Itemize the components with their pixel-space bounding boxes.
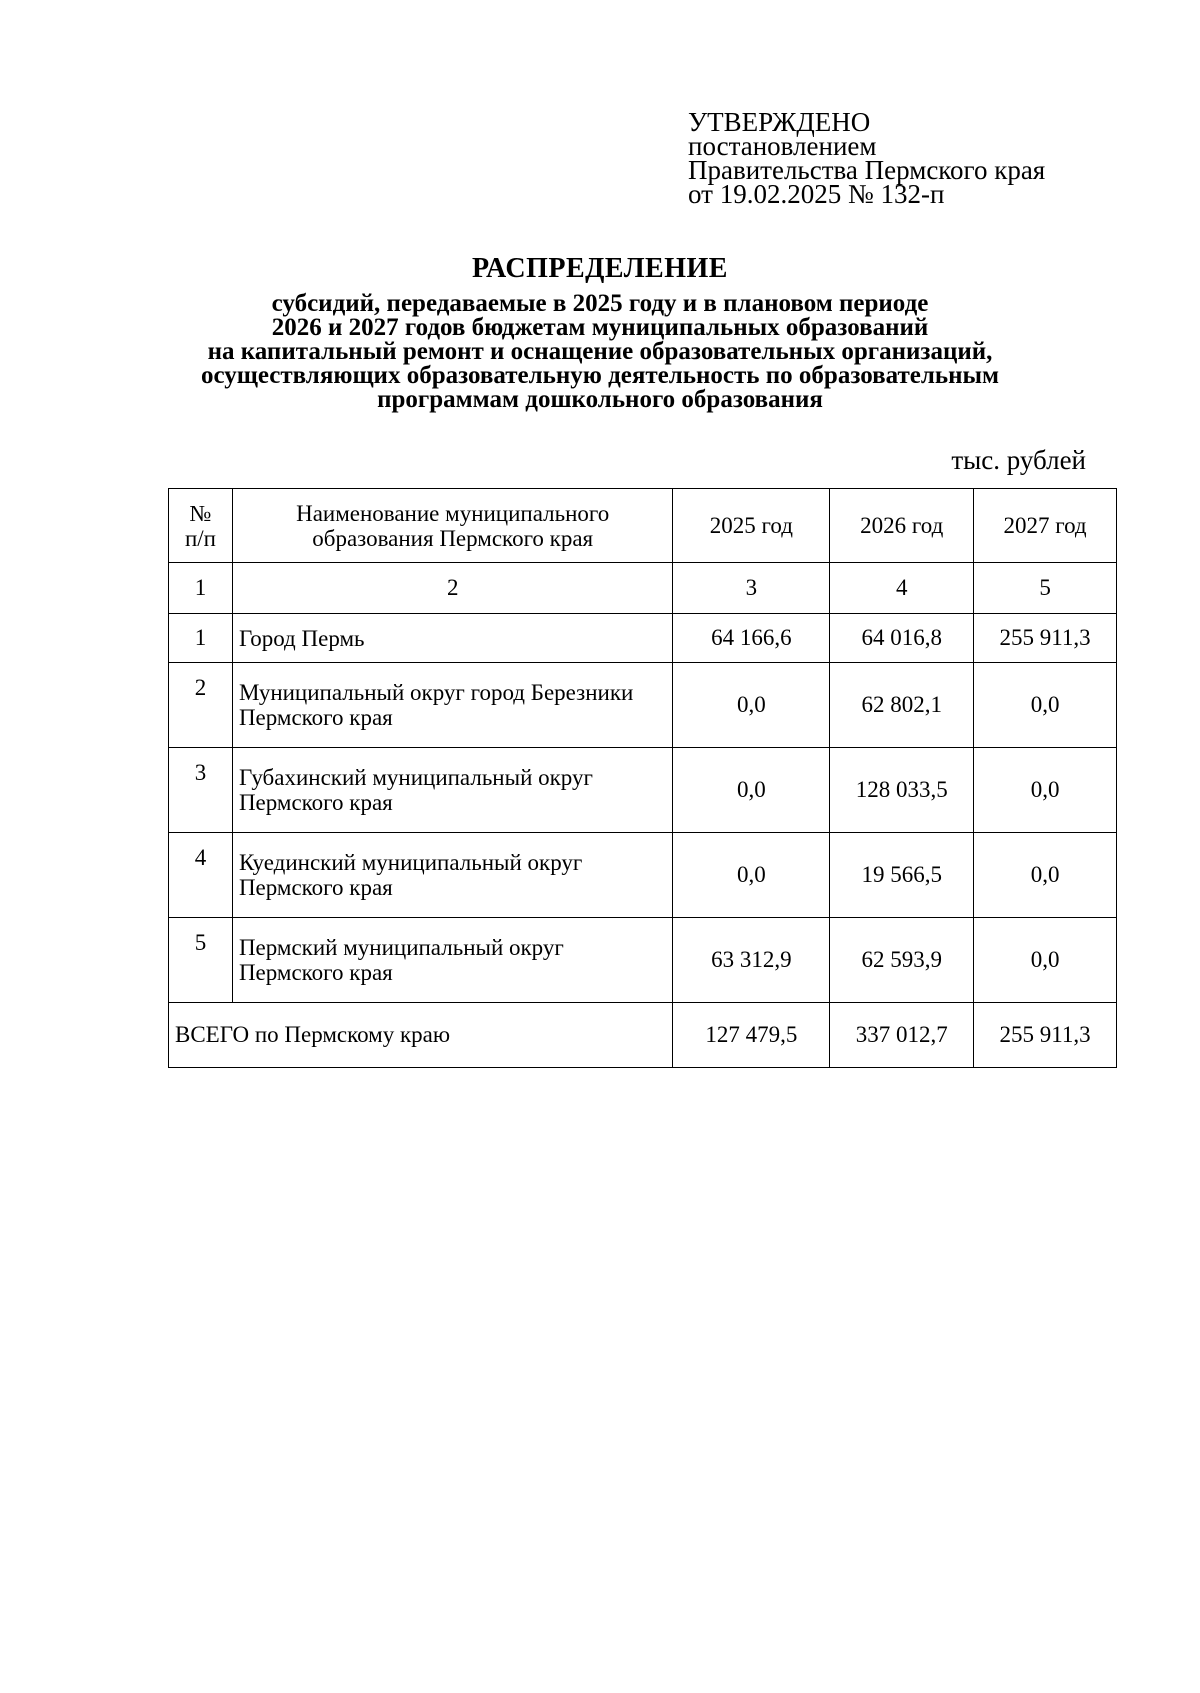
value-2026: 62 802,1 [830,663,974,748]
distribution-table [168,488,1117,1068]
approval-heading: УТВЕРЖДЕНО [688,107,871,137]
units-label: тыс. рублей [951,445,1086,475]
value-2026: 62 593,9 [830,918,974,1003]
row-number: 5 [169,918,233,1003]
document-title: РАСПРЕДЕЛЕНИЕ [472,253,728,284]
value-2025: 0,0 [673,833,830,918]
value-2026: 128 033,5 [830,748,974,833]
table-row [169,663,1117,748]
column-number: 4 [830,563,974,614]
subtitle-line: программам дошкольного образования [377,386,823,413]
header-name: Наименование муниципального образования Пермского края [232,489,673,563]
value-2026: 64 016,8 [830,614,974,663]
header-number: № п/п [169,489,233,563]
value-2026: 19 566,5 [830,833,974,918]
column-number: 1 [169,563,233,614]
approval-block [688,107,1046,209]
row-number: 4 [169,833,233,918]
value-2027: 255 911,3 [974,614,1117,663]
table-row [169,918,1117,1003]
approval-date-number: от 19.02.2025 № 132-п [688,179,945,209]
table-row [169,833,1117,918]
header-2027: 2027 год [974,489,1117,563]
subtitle-line: осуществляющих образовательную деятельность по образовательным [200,362,1000,389]
total-2025: 127 479,5 [673,1003,830,1068]
municipality-name: Муниципальный округ город Березники Пермского края [232,663,673,748]
document-subtitle [0,292,1200,412]
total-2026: 337 012,7 [830,1003,974,1068]
row-number: 2 [169,663,233,748]
value-2025: 0,0 [673,663,830,748]
column-number: 2 [232,563,673,614]
approval-line: Правительства Пермского края [688,155,1046,185]
total-row [169,1003,1117,1068]
value-2025: 64 166,6 [673,614,830,663]
value-2027: 0,0 [974,833,1117,918]
column-number: 5 [974,563,1117,614]
subtitle-line: на капитальный ремонт и оснащение образовательных организаций, [207,338,993,365]
column-number: 3 [673,563,830,614]
header-2026: 2026 год [830,489,974,563]
row-number: 1 [169,614,233,663]
municipality-name: Пермский муниципальный округ Пермского края [232,918,673,1003]
municipality-name: Город Пермь [232,614,673,663]
row-number: 3 [169,748,233,833]
value-2027: 0,0 [974,663,1117,748]
total-label: ВСЕГО по Пермскому краю [169,1003,673,1068]
value-2027: 0,0 [974,748,1117,833]
table-row [169,614,1117,663]
table-row [169,748,1117,833]
subtitle-line: 2026 и 2027 годов бюджетам муниципальных образований [271,314,929,341]
value-2025: 0,0 [673,748,830,833]
total-2027: 255 911,3 [974,1003,1117,1068]
header-2025: 2025 год [673,489,830,563]
value-2025: 63 312,9 [673,918,830,1003]
column-number-row [169,563,1117,614]
subtitle-line: субсидий, передаваемые в 2025 году и в плановом периоде [271,290,929,317]
value-2027: 0,0 [974,918,1117,1003]
approval-line: постановлением [688,131,877,161]
municipality-name: Куединский муниципальный округ Пермского края [232,833,673,918]
municipality-name: Губахинский муниципальный округ Пермского края [232,748,673,833]
table-header-row [169,489,1117,563]
